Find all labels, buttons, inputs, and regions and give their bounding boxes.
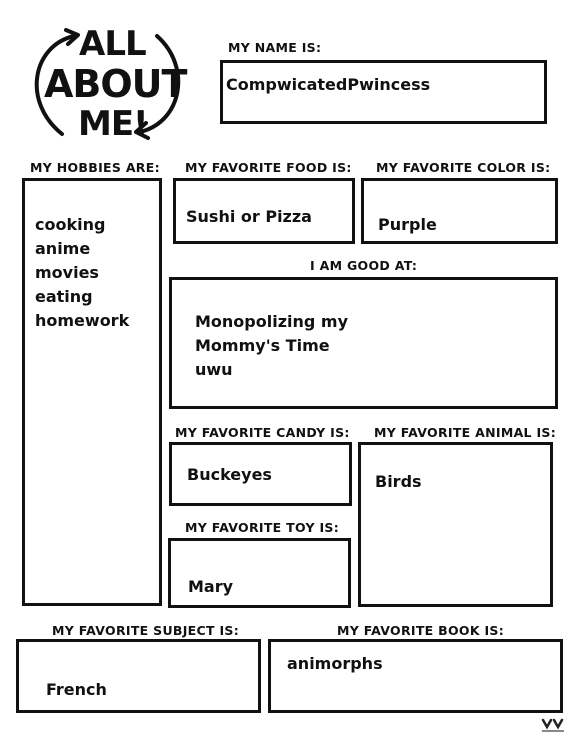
printables-logo [540, 718, 566, 740]
hobbies-list [35, 213, 129, 333]
book-label: MY FAVORITE BOOK IS: [337, 623, 505, 638]
animal-label: MY FAVORITE ANIMAL IS: [374, 425, 557, 440]
food-box[interactable] [173, 178, 355, 244]
hobby-item: eating [35, 287, 93, 306]
hobby-item: cooking [35, 215, 106, 234]
toy-value: Mary [188, 577, 234, 596]
hobbies-box[interactable] [22, 178, 162, 606]
subject-label: MY FAVORITE SUBJECT IS: [52, 623, 240, 638]
toy-label: MY FAVORITE TOY IS: [185, 520, 340, 535]
hobby-item: movies [35, 263, 99, 282]
hobby-item: homework [35, 311, 130, 330]
good-at-text [195, 310, 348, 382]
name-label: MY NAME IS: [228, 40, 322, 55]
printables-icon [540, 718, 566, 736]
hobby-item: anime [35, 239, 91, 258]
good-at-line: Monopolizing my [195, 312, 349, 331]
good-at-line: uwu [195, 360, 233, 379]
all-about-me-logo [22, 22, 192, 147]
logo-line-me: ME! [78, 104, 148, 144]
name-box[interactable] [220, 60, 547, 124]
good-at-line: Mommy's Time [195, 336, 330, 355]
candy-box[interactable] [169, 442, 352, 506]
color-value: Purple [378, 215, 437, 234]
subject-box[interactable] [16, 639, 261, 713]
logo-line-about: ABOUT [44, 62, 187, 106]
book-value: animorphs [287, 654, 383, 673]
animal-value: Birds [375, 472, 422, 491]
candy-value: Buckeyes [187, 465, 272, 484]
color-box[interactable] [361, 178, 558, 244]
good-at-box[interactable] [169, 277, 558, 409]
good-at-label: I AM GOOD AT: [310, 258, 418, 273]
name-value: CompwicatedPwincess [226, 75, 431, 94]
logo-line-all: ALL [79, 24, 146, 64]
hobbies-label: MY HOBBIES ARE: [30, 160, 160, 175]
toy-box[interactable] [168, 538, 351, 608]
subject-value: French [46, 680, 107, 699]
book-box[interactable] [268, 639, 563, 713]
candy-label: MY FAVORITE CANDY IS: [175, 425, 350, 440]
color-label: MY FAVORITE COLOR IS: [376, 160, 551, 175]
food-label: MY FAVORITE FOOD IS: [185, 160, 352, 175]
animal-box[interactable] [358, 442, 553, 607]
food-value: Sushi or Pizza [186, 207, 312, 226]
